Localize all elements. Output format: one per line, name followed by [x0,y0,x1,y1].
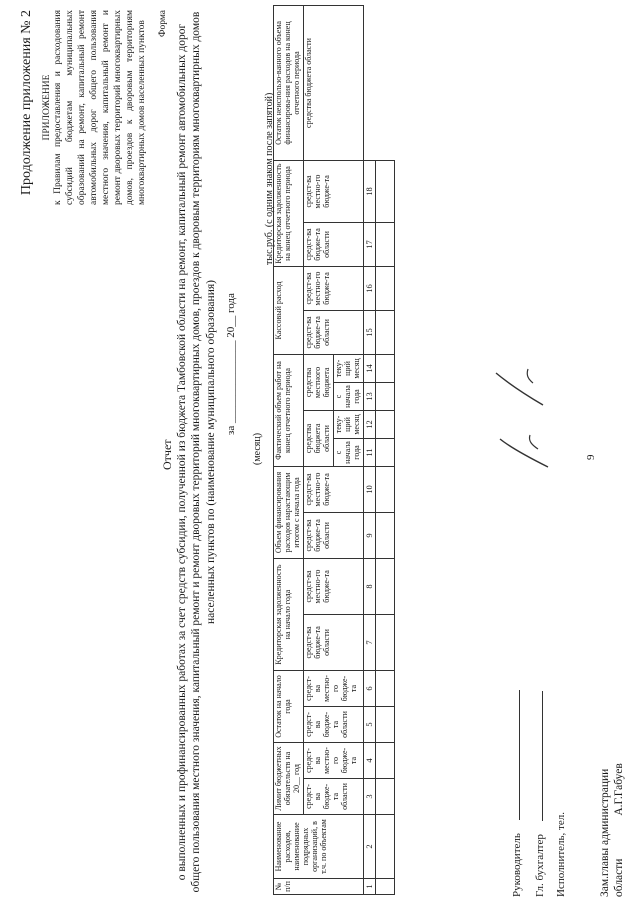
sub-current-month: теку-щий месяц [333,411,363,439]
report-title: Отчет [160,439,174,470]
sub-local: средст-ва местно-го бюдже-та [303,559,363,615]
sub-regional: средст-ва бюдже-та области [303,311,363,355]
appendix-header [18,10,170,205]
signature-head-label: Руководитель [511,833,523,897]
header-num: № п/п [274,879,364,895]
col-num: 2 [363,815,376,879]
col-num: 9 [363,513,376,559]
col-num: 8 [363,559,376,615]
deputy-name: А.Г.Габуев [613,763,626,816]
header-balance: Остаток на начало года [274,671,304,743]
col-num: 13 [363,383,376,411]
signature-executor-label: Исполнитель, тел. [555,812,567,897]
header-actual-volume: Фактический объем работ на конец отчетного периода [274,355,304,467]
sub-current-month: теку-щий месяц [333,355,363,383]
sub-since-start: с начала года [333,383,363,411]
deputy-title: Зам.главы администрации [599,768,611,897]
units-label: тыс.руб. (с одним знаком после запятой) [264,92,275,265]
report-subtitle: о выполненных и профинансированных работах за счет средств субсидии, полученной из бюджета Тамбовской области на ремонт, капитальный ремонт автомобильных дорог общего пользования местного значения, капитальный ремонт и ремонт дворовых территорий многоквартирных домов, проездов к дворовым территориям многоквартирных домов населенных пунктов по (наименование муниципального образования) [176,11,217,893]
sub-regional-unused: средства бюджета области [303,6,363,161]
header-financing: Объем финансирования расходов нарастающим итогом с начала года [274,467,304,559]
deputy-region-line [612,763,626,897]
sub-local: средст-ва местно-го бюдже-та [303,671,363,707]
deputy-signature-block [598,763,627,897]
col-num: 7 [363,615,376,671]
sub-local: средст-ва местно-го бюдже-та [303,743,363,779]
sub-regional: средст-ва бюдже-та области [303,779,363,815]
col-num: 17 [363,223,376,267]
signature-head [511,690,523,897]
sub-local-plain: средства местного бюджета [303,355,333,411]
header-cash: Кассовый расход [274,267,304,355]
col-num: 10 [363,467,376,513]
sub-local: средст-ва местно-го бюдже-та [303,161,363,223]
col-num: 3 [363,779,376,815]
period-blank: _______________ [225,340,237,424]
deputy-region: области [613,858,626,897]
col-num: 18 [363,161,376,223]
header-payables-start: Кредиторская задолженность на начало года [274,559,304,671]
month-label: (месяц) [252,432,263,465]
col-num: 5 [363,707,376,743]
signature-accountant [534,691,546,897]
col-num: 12 [363,411,376,439]
sub-regional-plain: средства бюджета области [303,411,333,467]
col-num: 16 [363,267,376,311]
sub-regional: средст-ва бюдже-та области [303,615,363,671]
header-payables-end: Кредиторская задолженность на конец отчетного периода [274,161,304,267]
column-number-row [363,6,376,895]
col-num: 1 [363,879,376,895]
col-num: 6 [363,671,376,707]
period-prefix: за [225,425,237,435]
form-label: Форма [158,10,169,38]
appendix-title: ПРИЛОЖЕНИЕ [41,74,52,141]
signature-executor [555,812,567,897]
col-num: 11 [363,439,376,467]
appendix-body: к Правилам предоставления и расходования субсидий бюджетам муниципальных образований на ремонт, капитальный ремонт автомобильных дорог общего пользования местного значения, капитальный ремонт и ремонт дворовых территорий многоквартирных домов, проездов к дворовым территориям многоквартирных домов населенных пунктов [53,10,147,205]
header-name: Наименование расходов, наименование подрядных организаций, в т.ч. по объектам [274,815,364,879]
report-table [273,5,395,895]
col-num: 4 [363,743,376,779]
table-subheader-row [303,6,333,895]
col-num: 15 [363,311,376,355]
header-limit: Лимит бюджетных обязательств на 20__ год [274,743,304,815]
sub-regional: средст-ва бюдже-та области [303,223,363,267]
table-row [376,6,395,895]
header-unused: Остаток неиспользо-ванного объема финансирова-ния расходов на конец отчетного периода [274,6,304,161]
sub-regional: средст-ва бюдже-та области [303,707,363,743]
signature-accountant-label: Гл. бухгалтер [534,834,546,897]
handwritten-signature [488,355,558,475]
col-num: 14 [363,355,376,383]
period-line [225,293,237,435]
table-header-row [274,6,304,895]
sub-since-start: с начала года [333,439,363,467]
sub-local: средст-ва местно-го бюдже-та [303,467,363,513]
continuation-label: Продолжение приложения № 2 [19,10,34,196]
sub-local: средст-ва местно-го бюдже-та [303,267,363,311]
sub-regional: средст-ва бюдже-та области [303,513,363,559]
period-suffix: 20__ года [225,293,237,338]
signature-line [519,690,520,820]
signature-line [542,691,543,821]
page-number: 9 [585,454,597,460]
